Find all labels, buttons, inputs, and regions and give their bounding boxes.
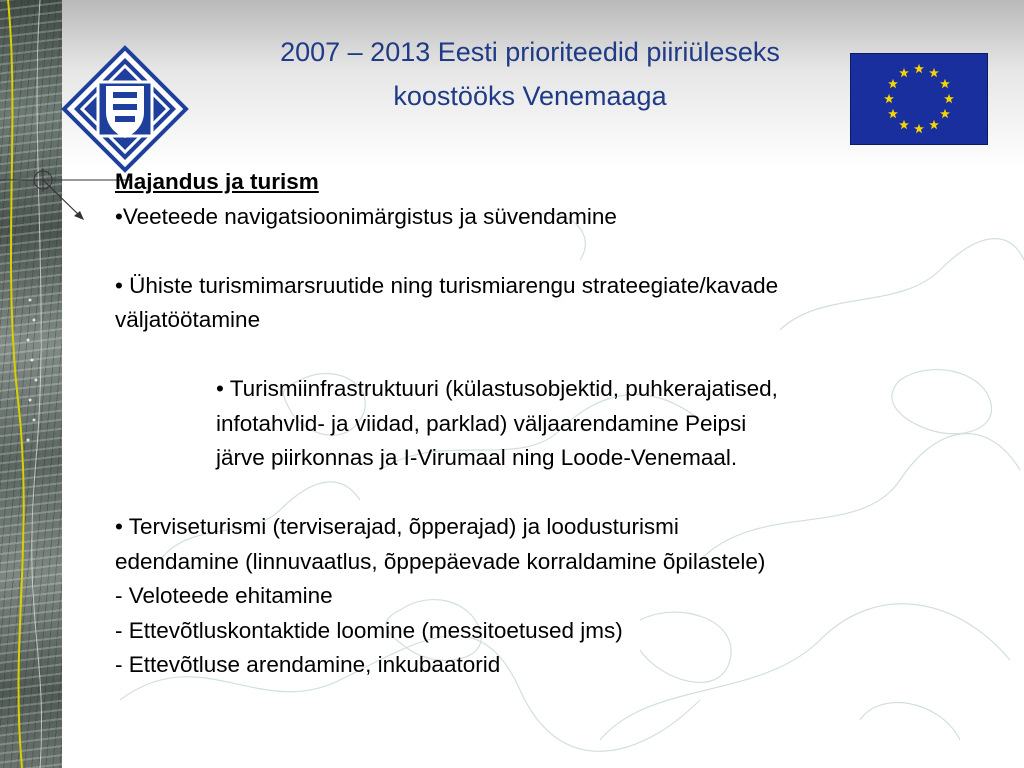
estonia-coat-of-arms-icon [60,44,190,174]
eu-star-icon [929,120,939,129]
eu-star-icon [899,68,909,77]
spacer [115,476,975,511]
slide-content [115,165,975,683]
eu-star-icon [940,109,950,118]
eu-star-icon [929,68,939,77]
bullet-health-tourism-line-2: edendamine (linnuvaatlus, õppepäevade korraldamine õpilastele) [115,548,766,574]
bullet-health-tourism-line-1: • Terviseturismi (terviserajad, õpperajad) ja loodusturismi [115,514,679,539]
sub-bullet-infrastructure-line-2: infotahvlid- ja viidad, parklad) väljaarendamine Peipsi [216,410,747,436]
title-line-1: 2007 – 2013 Eesti prioriteedid piiriüleseks [280,37,780,67]
bullet-tourism-routes-line-1: • Ühiste turismimarsruutide ning turismiarengu strateegiate/kavade [115,272,779,298]
bullet-tourism-routes-line-2: väljatöötamine [115,307,261,332]
eu-star-icon [888,109,898,118]
dash-business-development: - Ettevõtluse arendamine, inkubaatorid [115,652,501,677]
eu-star-icon [914,124,924,133]
sub-bullet-infrastructure-line-3: järve piirkonnas ja I-Virumaal ning Loode-Venemaal. [216,445,738,470]
section-heading: Majandus ja turism [115,169,319,194]
eu-star-icon [940,79,950,88]
map-strip [0,0,62,768]
spacer [115,234,975,269]
dash-business-contacts: - Ettevõtluskontaktide loomine (messitoetused jms) [115,617,623,643]
crosshair-arrow-icon [0,160,130,230]
sub-bullet-infrastructure-line-1: • Turismiinfrastruktuuri (külastusobjektid, puhkerajatised, [216,376,778,401]
eu-star-icon [884,94,894,103]
dash-bike-roads: - Veloteede ehitamine [115,583,333,608]
eu-star-icon [944,94,954,103]
eu-star-icon [888,79,898,88]
eu-star-icon [914,64,924,73]
eu-star-icon [899,120,909,129]
bullet-navigation: •Veeteede navigatsioonimärgistus ja süvendamine [115,203,617,229]
slide-title [180,30,880,118]
spacer [115,338,975,373]
title-line-2: koostööks Venemaaga [393,81,667,111]
